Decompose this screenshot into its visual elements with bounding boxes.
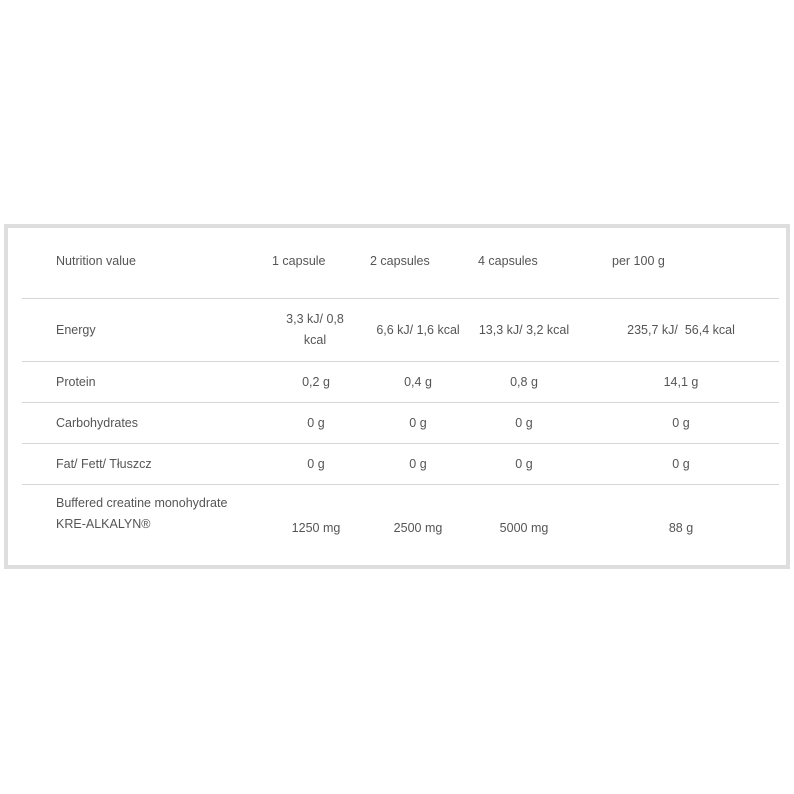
- cell-2-capsules: 0 g: [409, 456, 427, 471]
- row-label: Buffered creatine monohydrate KRE-ALKALYN®: [56, 496, 228, 531]
- cell-1-capsule: 0 g: [307, 456, 325, 471]
- header-1-capsule: 1 capsule: [272, 254, 326, 268]
- cell-2-capsules: 2500 mg: [393, 521, 443, 535]
- header-per-100g: per 100 g: [612, 254, 665, 268]
- cell-1-capsule: 0,2 g: [302, 374, 330, 389]
- row-label: Energy: [56, 322, 96, 337]
- cell-per-100g: 0 g: [672, 415, 690, 430]
- header-2-capsules: 2 capsules: [370, 254, 430, 268]
- table-row-energy: [22, 299, 779, 362]
- cell-2-capsules: 0,4 g: [404, 374, 432, 389]
- row-label: Protein: [56, 374, 96, 389]
- table-row-protein: [22, 362, 779, 403]
- cell-per-100g: 0 g: [672, 456, 690, 471]
- header-4-capsules: 4 capsules: [478, 254, 538, 268]
- cell-4-capsules: 13,3 kJ/ 3,2 kcal: [478, 322, 570, 337]
- cell-4-capsules: 5000 mg: [499, 521, 549, 535]
- cell-2-capsules: 6,6 kJ/ 1,6 kcal: [376, 322, 460, 337]
- cell-2-capsules: 0 g: [409, 415, 427, 430]
- cell-4-capsules: 0 g: [515, 415, 533, 430]
- cell-1-capsule: 1250 mg: [291, 521, 341, 535]
- cell-4-capsules: 0 g: [515, 456, 533, 471]
- table-row-fat: [22, 444, 779, 485]
- cell-1-capsule: 3,3 kJ/ 0,8 kcal: [286, 312, 344, 347]
- cell-1-capsule: 0 g: [307, 415, 325, 430]
- nutrition-table-frame: [4, 224, 790, 569]
- row-label: Carbohydrates: [56, 415, 138, 430]
- table-row-buffered-creatine: [22, 485, 779, 565]
- cell-per-100g: 88 g: [668, 521, 694, 535]
- cell-per-100g: 14,1 g: [663, 374, 699, 389]
- nutrition-table: [22, 228, 779, 565]
- table-header-row: [22, 228, 779, 299]
- header-nutrition-value: Nutrition value: [56, 254, 136, 268]
- row-label: Fat/ Fett/ Tłuszcz: [56, 456, 152, 471]
- cell-per-100g: 235,7 kJ/ 56,4 kcal: [627, 322, 735, 337]
- cell-4-capsules: 0,8 g: [510, 374, 538, 389]
- table-row-carbohydrates: [22, 403, 779, 444]
